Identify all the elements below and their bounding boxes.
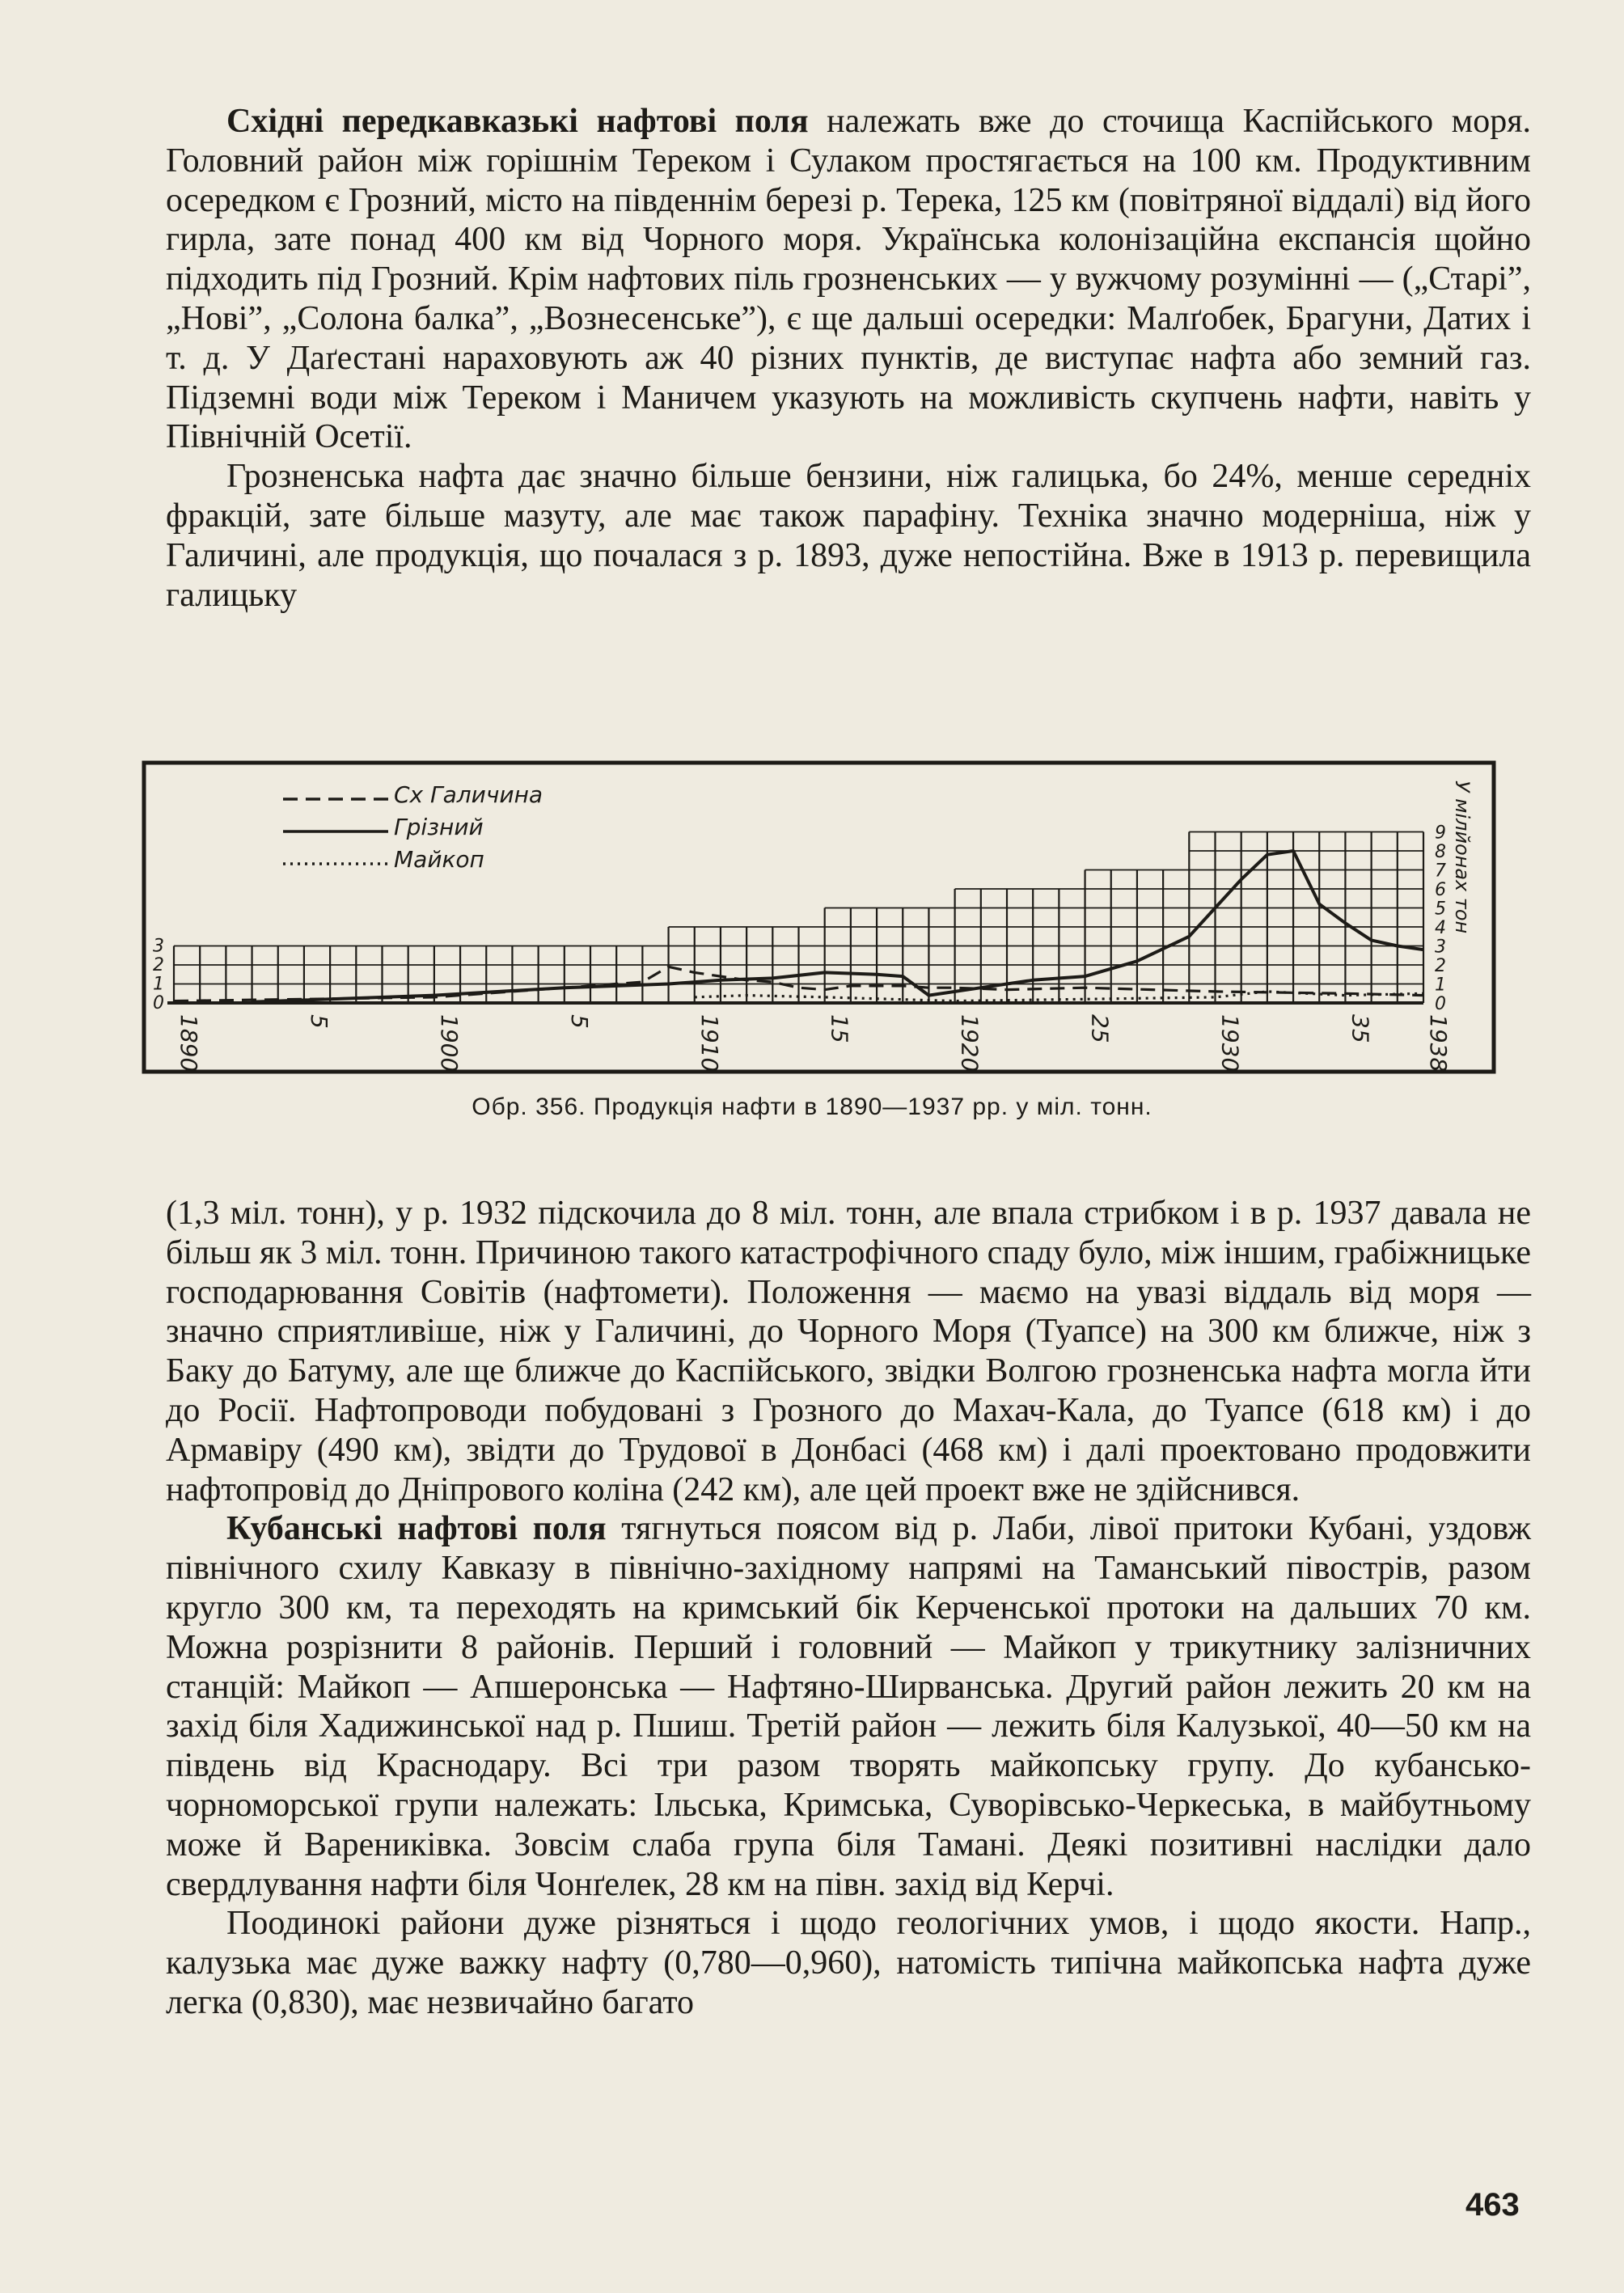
y-tick-labels-left bbox=[153, 937, 164, 1014]
legend-label: Сх Галичина bbox=[394, 781, 543, 808]
x-tick-label: 1930 bbox=[1216, 1014, 1244, 1072]
x-tick-label: 1890 bbox=[176, 1014, 202, 1072]
y-tick-label: 1 bbox=[153, 974, 164, 995]
y-tick-label: 0 bbox=[153, 993, 164, 1013]
paragraph-body: Грозненська нафта дає значно більше бензини, ніж галицька, бо 24%, менше середніх фракцій, зате більше мазуту, але має також парафіну. Техніка значно модерніша, ніж у Галичині, але продукція, що почалася з р. 1893, дуже непостійна. Вже в 1913 р. перевищила галицьку bbox=[166, 458, 1531, 614]
y-tick-label: 6 bbox=[1435, 880, 1446, 900]
y-tick-label: 1 bbox=[1435, 975, 1446, 996]
y-tick-label: 8 bbox=[1435, 842, 1446, 862]
y-tick-label: 2 bbox=[153, 955, 164, 975]
figure-caption: Обр. 356. Продукція нафти в 1890—1937 рр. у міл. тонн. bbox=[472, 1094, 1152, 1120]
y-axis-label: У мілйонах тон bbox=[1451, 781, 1474, 934]
legend-label: Грізний bbox=[394, 814, 484, 840]
y-tick-label: 3 bbox=[153, 936, 164, 957]
top-text-block bbox=[166, 102, 1531, 615]
x-tick-label: 1938 bbox=[1425, 1014, 1452, 1072]
paragraph-bold-lead: Східні передкавказькі нафтові поля bbox=[226, 103, 809, 140]
y-tick-label: 9 bbox=[1435, 823, 1446, 844]
y-tick-label: 3 bbox=[1435, 937, 1446, 958]
x-tick-label: 5 bbox=[305, 1014, 332, 1029]
y-tick-label: 2 bbox=[1435, 956, 1446, 976]
paragraph-bold-lead: Кубанські нафтові поля bbox=[226, 1510, 607, 1548]
chart-grid bbox=[174, 832, 1423, 1004]
x-tick-label: 1900 bbox=[435, 1014, 463, 1072]
paragraph-body: належать вже до сточища Каспійського моря. Головний район між горішнім Тереком і Сулаком простягається на 100 км. Продуктивним осередком є Грозний, місто на південнім березі р. Терека, 125 км (повітряної віддалі) від його гирла, зате понад 400 км від Чорного моря. Українська колонізаційна експансія щойно підходить під Грозний. Крім нафтових піль грозненських — у вужчому розумінні — („Старі”, „Нові”, „Солона балка”, „Вознесенське”), є ще дальші осередки: Малґобек, Брагуни, Датих і т. д. У Даґестані нараховують аж 40 різних пунктів, де виступає нафта або земний газ. Підземні води між Тереком і Маничем указують на можливість скупчень нафти, навіть у Північній Осетії. bbox=[166, 103, 1532, 456]
y-tick-label: 0 bbox=[1435, 994, 1446, 1014]
x-tick-label: 5 bbox=[565, 1014, 593, 1029]
y-tick-label: 4 bbox=[1435, 918, 1446, 938]
x-tick-label: 1910 bbox=[696, 1014, 723, 1072]
paragraph bbox=[166, 1904, 1531, 2022]
x-tick-label: 15 bbox=[826, 1014, 853, 1043]
x-tick-label: 35 bbox=[1347, 1014, 1374, 1043]
oil-production-chart bbox=[142, 760, 1496, 1074]
y-tick-label: 5 bbox=[1435, 899, 1446, 920]
x-tick-label: 25 bbox=[1086, 1014, 1114, 1043]
bottom-text-block bbox=[166, 1194, 1531, 2023]
legend-label: Майкоп bbox=[394, 846, 484, 873]
paragraph-body: Поодинокі райони дуже різняться і щодо геологічних умов, і щодо якости. Напр., калузька має дуже важку нафту (0,780—0,960), натомість типічна майкопська нафта дуже легка (0,830), має незвичайно багато bbox=[166, 1905, 1531, 2021]
paragraph bbox=[166, 1194, 1531, 1509]
paragraph-body: тягнуться поясом від р. Лаби, лівої притоки Кубані, уздовж північного схилу Кавказу в північно-західному напрямі на Таманський півострів, разом кругло 300 км, та переходять на кримський бік Керченської протоки на дальших 70 км. Можна розрізнити 8 районів. Перший і головний — Майкоп у трикутнику залізничних станцій: Майкоп — Апшеронська — Нафтяно-Ширванська. Другий район лежить 20 км на захід біля Хадижинської над р. Пшиш. Третій район — лежить біля Калузької, 40—50 км на південь від Краснодару. Всі три разом творять майкопську групу. До кубансько-чорноморської групи належать: Ільська, Кримська, Суворівсько-Черкеська, в майбутньому може й Варениківка. Зовсім слаба група біля Тамані. Деякі позитивні наслідки дало свердлування нафти біля Чонґелек, 28 км на півн. захід від Керчі. bbox=[166, 1510, 1531, 1903]
paragraph bbox=[166, 457, 1531, 615]
x-tick-labels bbox=[176, 1014, 1452, 1072]
paragraph bbox=[166, 1509, 1531, 1904]
x-tick-label: 1920 bbox=[956, 1014, 983, 1072]
chart-legend bbox=[283, 781, 543, 873]
y-tick-labels-right bbox=[1435, 823, 1446, 1015]
page-number: 463 bbox=[1465, 2187, 1520, 2223]
chart-frame bbox=[144, 763, 1494, 1072]
y-tick-label: 7 bbox=[1435, 861, 1446, 882]
paragraph-body: (1,3 міл. тонн), у р. 1932 підскочила до 8 міл. тонн, але впала стрибком і в р. 1937 давала не більш як 3 міл. тонн. Причиною такого катастрофічного спаду було, між іншим, грабіжницьке господарювання Совітів (нафтомети). Положення — маємо на увазі віддаль від моря — значно сприятливіше, ніж у Галичині, до Чорного Моря (Туапсе) на 300 км ближче, ніж з Баку до Батуму, але ще ближче до Каспійського, звідки Волгою грозненська нафта могла йти до Росії. Нафтопроводи побудовані з Грозного до Махач-Кала, до Туапсе (618 км) і до Армавіру (490 км), звідти до Трудової в Донбасі (468 км) і далі проектовано продовжити нафтопровід до Дніпрового коліна (242 км), але цей проект вже не здійснився. bbox=[166, 1195, 1531, 1508]
paragraph bbox=[166, 102, 1531, 457]
